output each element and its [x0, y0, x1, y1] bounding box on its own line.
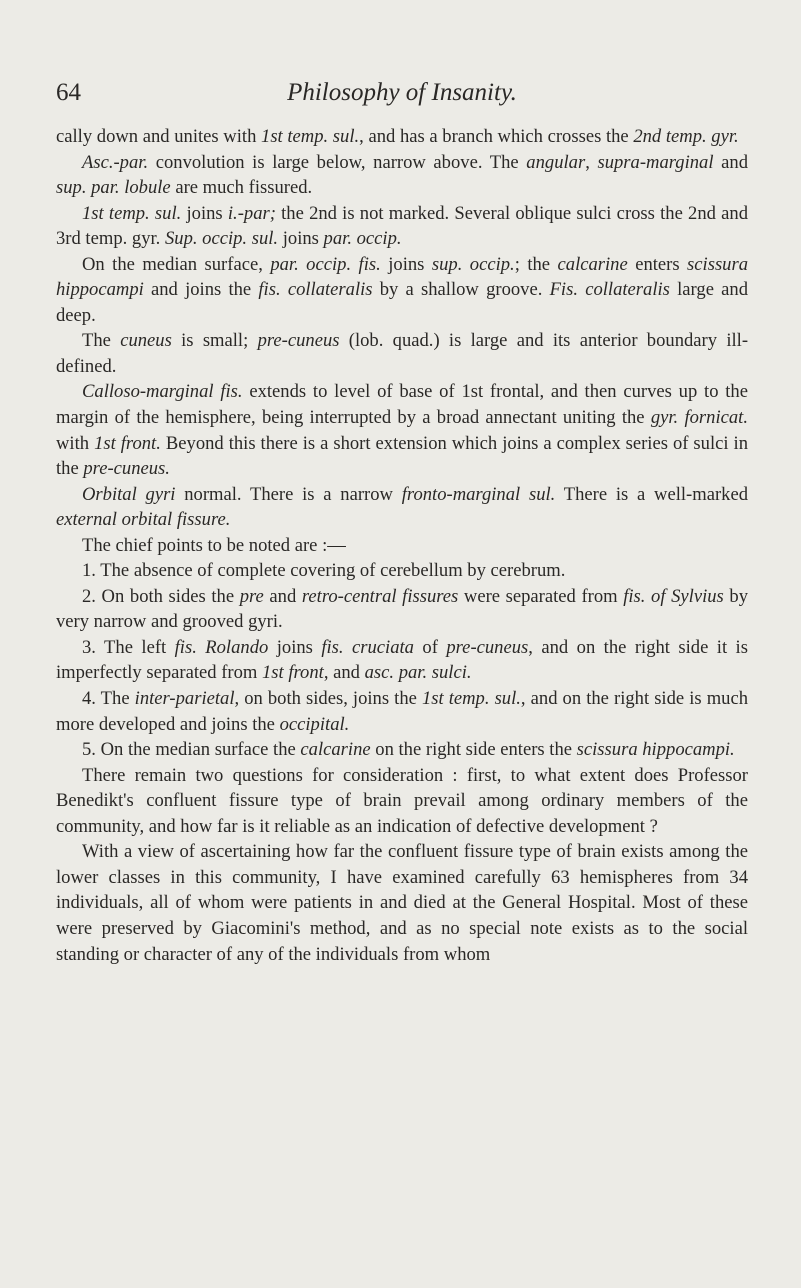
text-run: by very narrow and grooved gyri. [56, 585, 749, 633]
text-run: convolution is large below, narrow above. The [148, 151, 527, 173]
italic-term: i.-par; [227, 202, 276, 224]
paragraph-p14 [56, 763, 748, 840]
italic-term: 2nd temp. gyr. [633, 126, 739, 147]
paragraph-p12 [56, 686, 748, 737]
paragraph-p3 [56, 201, 748, 252]
italic-term: pre-cuneus [257, 330, 340, 352]
page-number: 64 [56, 79, 81, 106]
text-run: by a shallow groove. [372, 279, 550, 301]
italic-term: asc. par. sulci. [364, 662, 472, 684]
text-run: is small; [171, 330, 258, 352]
italic-term: scissura hippocampi [56, 253, 749, 301]
body-text [56, 124, 748, 967]
italic-term: external orbital fissure. [56, 509, 231, 531]
text-run: of [413, 636, 447, 658]
text-run: enters [627, 253, 688, 275]
text-run: normal. There is a narrow [175, 483, 402, 505]
italic-term: Fis. collateralis [549, 279, 670, 301]
paragraph-p15 [56, 839, 748, 967]
text-run: The chief points to be noted are :— [82, 534, 346, 556]
italic-term: sup. par. lobule [56, 177, 171, 199]
text-run: 5. On the median surface the [82, 739, 301, 761]
paragraph-p6 [56, 379, 748, 481]
text-run: with [56, 432, 95, 454]
text-run: , and has a branch which crosses the [359, 126, 634, 147]
text-run: joins [278, 228, 324, 250]
text-run: , and [323, 662, 365, 684]
italic-term: scissura hippocampi. [576, 739, 735, 761]
text-run: , on both sides, joins the [234, 688, 422, 710]
italic-term: par. occip. fis. [270, 253, 381, 275]
text-run: On the median surface, [82, 253, 271, 275]
running-header [56, 78, 748, 108]
paragraph-p4 [56, 252, 748, 329]
italic-term: pre-cuneus [446, 636, 529, 658]
text-run: There remain two questions for consideration : first, to what extent does Professor Benedikt's confluent fissure type of brain prevail among ordinary members of the community, and how far is it reliable as an indication of defective development ? [56, 764, 748, 837]
italic-term: Asc.-par. [82, 151, 149, 173]
text-run: were separated from [458, 585, 624, 607]
italic-term: 1st front. [94, 432, 161, 454]
text-run: 3. The left [82, 636, 175, 658]
text-run: large and deep. [56, 279, 749, 326]
running-title: Philosophy of Insanity. [287, 79, 517, 106]
text-run: cally down and unites with [56, 126, 262, 147]
italic-term: calcarine [300, 739, 371, 761]
text-run: on the right side enters the [370, 739, 577, 761]
text-run: 2. On both sides the [82, 585, 240, 607]
italic-term: calcarine [557, 253, 628, 275]
italic-term: Orbital gyri [82, 483, 176, 505]
paragraph-p5 [56, 328, 748, 379]
paragraph-p13 [56, 737, 748, 763]
italic-term: pre [239, 585, 264, 607]
italic-term: 1st temp. sul. [421, 688, 521, 710]
italic-term: fis. of Sylvius [623, 585, 724, 607]
paragraph-p7 [56, 482, 748, 533]
italic-term: sup. occip. [431, 253, 515, 275]
text-run: Beyond this there is a short extension which joins a complex series of sulci in the [56, 432, 748, 480]
text-run: and [713, 151, 748, 173]
italic-term: gyr. fornicat. [650, 407, 748, 429]
italic-term: Sup. occip. sul. [164, 228, 279, 250]
text-run: ; the [514, 253, 558, 275]
italic-term: 1st front [261, 662, 324, 684]
italic-term: fis. collateralis [258, 279, 373, 301]
text-run: the 2nd is not marked. Several oblique sulci cross the 2nd and 3rd temp. gyr. [56, 202, 749, 250]
italic-term: pre-cuneus. [83, 458, 170, 480]
paragraph-p2 [56, 150, 748, 201]
text-run: The [82, 330, 121, 352]
text-run: , and on the right side it is imperfectly separated from [56, 636, 748, 684]
text-run: joins [380, 253, 432, 275]
paragraph-p1 [56, 124, 748, 150]
italic-term: supra-marginal [597, 151, 714, 173]
text-run: joins [268, 636, 322, 658]
italic-term: inter-parietal [134, 688, 235, 710]
text-run: 4. The [82, 688, 135, 710]
italic-term: par. occip. [323, 228, 402, 250]
italic-term: angular [526, 151, 586, 173]
text-run: are much fissured. [170, 177, 313, 199]
text-run: With a view of ascertaining how far the confluent fissure type of brain exists among the lower classes in this community, I have examined carefully 63 hemispheres from 34 individuals, all of whom were patients in and died at the General Hospital. Most of these were preserved by Giacomini's method, and as no special note exists as to the social standing or character of any of the individuals from whom [56, 841, 748, 965]
italic-term: retro-central fissures [301, 585, 459, 607]
italic-term: fis. Rolando [174, 636, 269, 658]
italic-term: 1st temp. sul. [82, 202, 182, 224]
text-run: and [263, 585, 302, 607]
paragraph-p10 [56, 584, 748, 635]
paragraph-p11 [56, 635, 748, 686]
italic-term: cuneus [120, 330, 172, 352]
italic-term: Calloso-marginal fis. [82, 381, 243, 403]
paragraph-p8 [56, 533, 748, 559]
text-run: , [585, 151, 598, 173]
text-run: and joins the [143, 279, 259, 301]
text-run: (lob. quad.) is large and its anterior boundary ill-defined. [56, 330, 749, 377]
italic-term: 1st temp. sul. [261, 126, 360, 147]
paragraph-p9 [56, 558, 748, 584]
text-run: joins [181, 202, 228, 224]
italic-term: fis. cruciata [321, 636, 414, 658]
italic-term: occipital. [279, 713, 350, 735]
italic-term: fronto-marginal sul. [401, 483, 556, 505]
text-run: 1. The absence of complete covering of cerebellum by cerebrum. [82, 560, 566, 582]
text-run: There is a well-marked [555, 483, 749, 505]
text-run: , and on the right side is much more developed and joins the [56, 688, 748, 735]
text-run: extends to level of base of 1st frontal, and then curves up to the margin of the hemisphere, being interrupted by a broad annectant uniting the [56, 381, 748, 429]
